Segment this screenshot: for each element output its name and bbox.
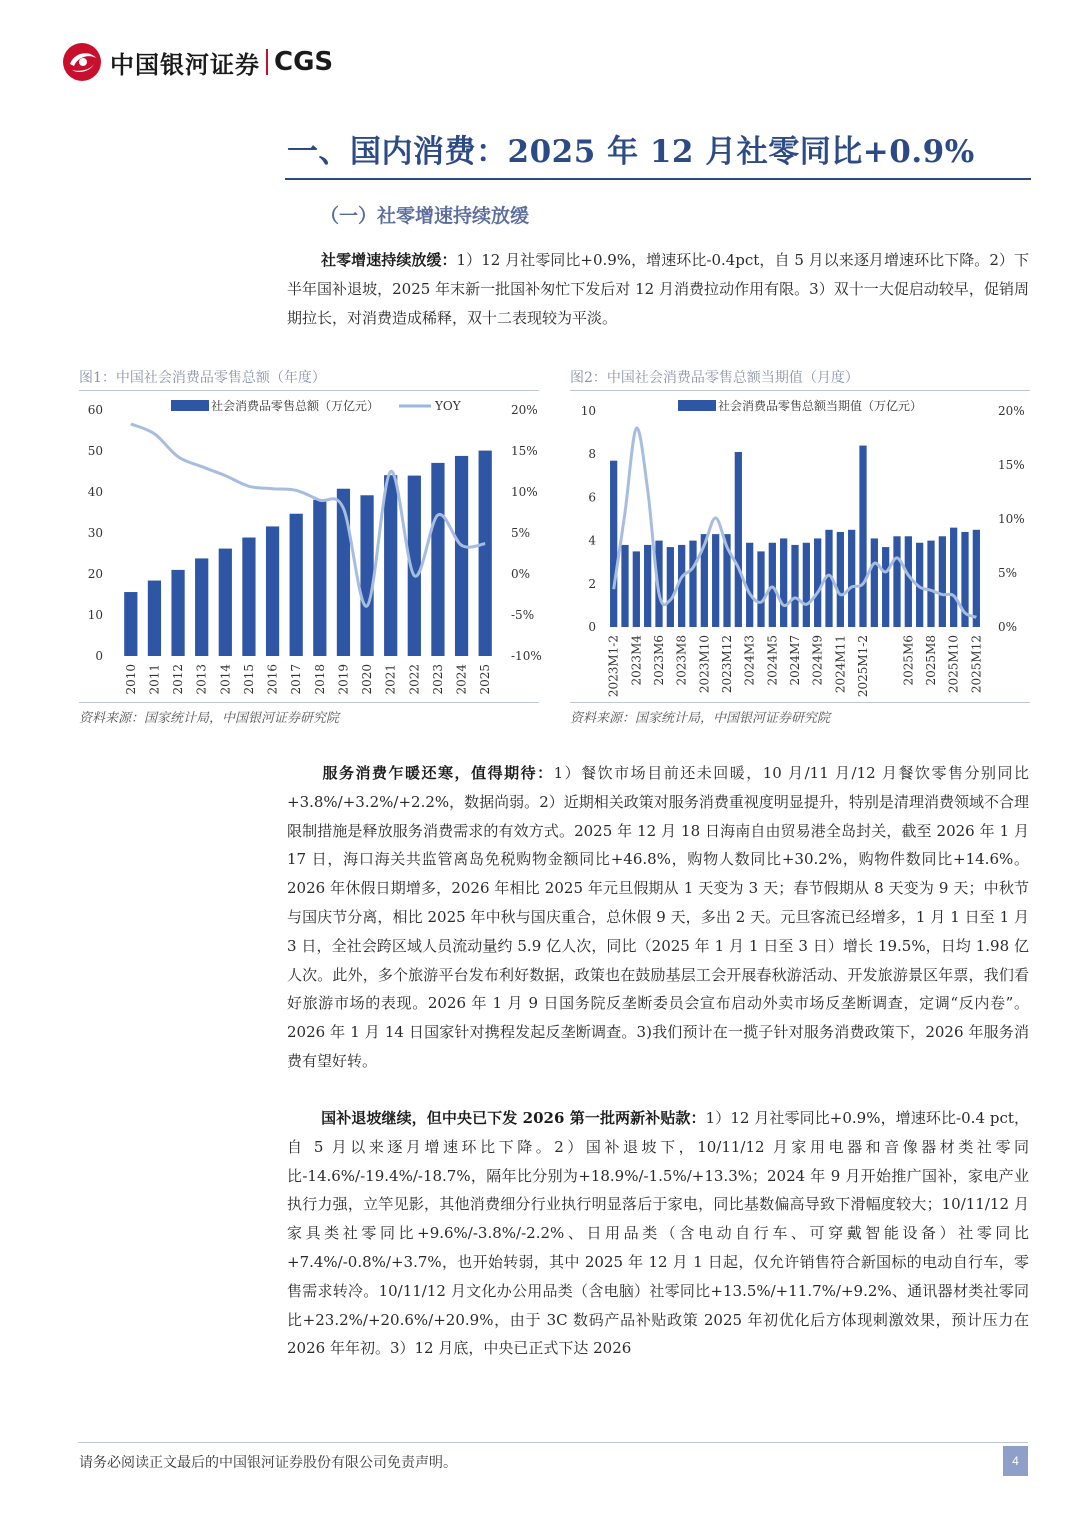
- bar: [848, 530, 855, 627]
- bar: [360, 495, 373, 656]
- x-axis-tick: 2023: [430, 664, 445, 695]
- left-axis-tick: 0: [588, 620, 596, 634]
- footer-disclaimer: 请务必阅读正文最后的中国银河证券股份有限公司免责声明。: [79, 1455, 457, 1471]
- paragraph-1-lead: 社零增速持续放缓：: [321, 251, 457, 269]
- left-axis-tick: 0: [95, 649, 103, 663]
- bar: [746, 543, 753, 627]
- bar: [633, 551, 640, 627]
- x-axis-tick: 2023M10: [697, 635, 712, 694]
- bar: [689, 541, 696, 627]
- bar: [290, 514, 303, 656]
- bar: [791, 545, 798, 627]
- left-axis-tick: 20: [87, 567, 103, 581]
- left-axis-tick: 2: [588, 576, 596, 591]
- x-axis-tick: 2010: [123, 664, 138, 695]
- x-axis-tick: 2024M7: [788, 635, 802, 686]
- right-axis-tick: -10%: [511, 649, 541, 663]
- figure-1-top-rule: [79, 390, 539, 391]
- bar: [337, 489, 350, 656]
- bar: [905, 536, 912, 627]
- footer-rule: [78, 1442, 1028, 1443]
- x-axis-tick: 2024M9: [810, 635, 825, 686]
- bar: [148, 581, 161, 656]
- figure-2-chart: [570, 392, 1032, 698]
- paragraph-3-text: 1）12 月社零同比+0.9%，增速环比-0.4 pct，自 5 月以来逐月增速环比下降。2）国补退坡下，10/11/12 月家用电器和音像器材类社零同比-14.6%/-19.4%/-18.7%，隔年比分别为+18.9%/-1.5%/+13.3%；2024 年 9 月开始推广国补，家电产业执行力强，立竿见影，其他消费细分行业执行明显落后于家电，同比基数偏高导致下滑幅度较大；10/11/12 月家具类社零同比+9.6%/-3.8%/-2.2%、日用品类（含电动自行车、可穿戴智能设备）社零同比+7.4%/-0.8%/+3.7%，也开始转弱，其中 2025 年 12 月 1 日起，仅允许销售符合新国标的电动自行车，零售需求转冷。10/11/12 月文化办公用品类（含电脑）社零同比+13.5%/+11.7%/+9.2%、通讯器材类社零同比+23.2%/+20.6%/+20.9%，由于 3C 数码产品补贴政策 2025 年初优化后方体现刺激效果，预计压力在 2026 年年初。3）12 月底，中央已正式下达 2026: [287, 1109, 1029, 1358]
- bar: [313, 500, 326, 656]
- paragraph-2-lead: 服务消费乍暖还寒，值得期待：: [321, 764, 554, 782]
- figure-2-bottom-rule: [570, 702, 1030, 703]
- bar: [712, 534, 719, 627]
- x-axis-tick: 2021: [383, 664, 398, 695]
- figure-2-svg: [570, 392, 1032, 698]
- left-axis-tick: 60: [87, 403, 103, 417]
- right-axis-tick: -5%: [511, 608, 535, 622]
- paragraph-3: [287, 1104, 1029, 1363]
- bar: [621, 545, 628, 627]
- right-axis-tick: 20%: [511, 403, 538, 417]
- bar: [927, 541, 934, 627]
- bar: [893, 536, 900, 627]
- bar: [195, 558, 208, 656]
- left-axis-tick: 30: [87, 526, 103, 540]
- figure-2-top-rule: [570, 390, 1030, 391]
- x-axis-tick: 2020: [360, 664, 375, 695]
- x-axis-tick: 2023M4: [629, 635, 644, 686]
- bar: [882, 547, 889, 627]
- figure-1-title: 图1：中国社会消费品零售总额（年度）: [79, 370, 326, 386]
- section-title-rule: [285, 178, 1031, 180]
- x-axis-tick: 2022: [407, 664, 422, 695]
- legend-bar-swatch: [678, 400, 716, 411]
- page-number: 4: [1003, 1446, 1028, 1476]
- bar: [871, 538, 878, 627]
- x-axis-tick: 2025M8: [924, 635, 938, 686]
- bar: [384, 475, 397, 656]
- figure-2-title: 图2：中国社会消费品零售总额当期值（月度）: [570, 370, 859, 386]
- x-axis-tick: 2024M3: [742, 635, 757, 686]
- paragraph-3-lead: 国补退坡继续，但中央已下发 2026 第一批两新补贴款：: [321, 1109, 706, 1127]
- figure-1-source: 资料来源：国家统计局，中国银河证券研究院: [79, 711, 340, 726]
- bar: [814, 538, 821, 627]
- x-axis-tick: 2024M11: [833, 635, 848, 694]
- right-axis-tick: 5%: [998, 566, 1018, 580]
- x-axis-tick: 2025: [478, 664, 493, 695]
- bar: [757, 551, 764, 627]
- x-axis-tick: 2023M1-2: [606, 635, 621, 698]
- legend-bar-swatch: [171, 400, 209, 411]
- left-axis-tick: 4: [588, 533, 596, 548]
- right-axis-tick: 0%: [998, 620, 1018, 634]
- right-axis-tick: 5%: [511, 526, 531, 540]
- company-name: 中国银河证券: [110, 50, 260, 79]
- left-axis-tick: 50: [87, 444, 103, 458]
- paragraph-1-text: 1）12 月社零同比+0.9%，增速环比-0.4pct，自 5 月以来逐月增速环比下降。2）下半年国补退坡，2025 年末新一批国补匆忙下发后对 12 月消费拉动作用有限。3）双十一大促启动较早，促销周期拉长，对消费造成稀释，双十二表现较为平淡。: [287, 251, 1029, 327]
- right-axis-tick: 15%: [511, 444, 538, 458]
- right-axis-tick: 10%: [511, 485, 538, 499]
- left-axis-tick: 40: [87, 485, 103, 499]
- legend-line-label: YOY: [435, 399, 461, 413]
- figure-2-legend: [678, 398, 922, 413]
- bar: [171, 570, 184, 656]
- figure-1-chart: [79, 392, 541, 698]
- bar: [610, 461, 617, 627]
- right-axis-tick: 0%: [511, 567, 531, 581]
- section-title: 一、国内消费：2025 年 12 月社零同比+0.9%: [287, 134, 975, 170]
- bar: [667, 547, 674, 627]
- bar: [431, 463, 444, 656]
- x-axis-tick: 2025M10: [946, 635, 961, 694]
- bar: [219, 549, 232, 656]
- logo-divider: [266, 49, 268, 75]
- paragraph-2: [287, 759, 1029, 1076]
- left-axis-tick: 10: [580, 404, 596, 418]
- bar: [735, 452, 742, 627]
- left-axis-tick: 8: [588, 447, 596, 462]
- paragraph-2-text: 1）餐饮市场目前还未回暖，10 月/11 月/12 月餐饮零售分别同比+3.8%/+3.2%/+2.2%，数据尚弱。2）近期相关政策对服务消费重视度明显提升，特别是清理消费领域不合理限制措施是释放服务消费需求的有效方式。2025 年 12 月 18 日海南自由贸易港全岛封关，截至 2026 年 1 月 17 日，海口海关共监管离岛免税购物金额同比+46.8%，购物人数同比+30.2%，购物件数同比+14.6%。2026 年休假日期增多，2026 年相比 2025 年元旦假期从 1 天变为 3 天；春节假期从 8 天变为 9 天；中秋节与国庆节分离，相比 2025 年中秋与国庆重合，总休假 9 天，多出 2 天。元旦客流已经增多，1 月 1 日至 1 月 3 日，全社会跨区域人员流动量约 5.9 亿人次，同比（2025 年 1 月 1 日至 3 日）增长 19.5%，日均 1.98 亿人次。此外，多个旅游平台发布利好数据，政策也在鼓励基层工会开展春秋游活动、开发旅游景区年票，我们看好旅游市场的表现。2026 年 1 月 9 日国务院反垄断委员会宣布启动外卖市场反垄断调查，定调“反内卷”。2026 年 1 月 14 日国家针对携程发起反垄断调查。3)我们预计在一揽子针对服务消费政策下，2026 年服务消费有望好转。: [287, 764, 1029, 1070]
- x-axis-tick: 2019: [336, 664, 351, 695]
- left-axis-tick: 6: [588, 490, 596, 505]
- x-axis-tick: 2011: [147, 664, 162, 695]
- legend-bar-label: 社会消费品零售总额当期值（万亿元）: [718, 399, 923, 413]
- bar: [973, 530, 980, 627]
- x-axis-tick: 2024M5: [765, 635, 780, 686]
- x-axis-tick: 2025M6: [901, 635, 916, 686]
- x-axis-tick: 2014: [218, 664, 233, 695]
- bar: [242, 538, 255, 656]
- figure-2-source: 资料来源：国家统计局，中国银河证券研究院: [570, 711, 831, 726]
- x-axis-tick: 2023M8: [674, 635, 689, 686]
- right-axis-tick: 20%: [998, 404, 1025, 418]
- cgs-logo-icon: [60, 40, 104, 84]
- header: [60, 40, 333, 84]
- x-axis-tick: 2015: [241, 664, 256, 695]
- bar: [644, 545, 651, 627]
- bar: [455, 456, 468, 656]
- figure-1-bottom-rule: [79, 702, 539, 703]
- bar: [479, 451, 492, 656]
- figure-1-legend: [171, 398, 462, 413]
- x-axis-tick: 2023M12: [720, 635, 734, 694]
- subsection-title: （一）社零增速持续放缓: [320, 205, 530, 227]
- x-axis-tick: 2023M6: [652, 635, 666, 686]
- bar: [859, 446, 866, 627]
- bar: [780, 538, 787, 627]
- bar: [803, 543, 810, 627]
- bar: [769, 543, 776, 627]
- x-axis-tick: 2013: [194, 664, 209, 695]
- left-axis-tick: 10: [87, 608, 103, 622]
- x-axis-tick: 2025M1-2: [856, 635, 870, 698]
- bar: [124, 592, 137, 656]
- bar: [939, 536, 946, 627]
- figure-1-svg: [79, 392, 541, 698]
- right-axis-tick: 10%: [998, 512, 1025, 526]
- right-axis-tick: 15%: [998, 458, 1025, 472]
- x-axis-tick: 2024: [454, 664, 469, 695]
- x-axis-tick: 2016: [265, 664, 280, 695]
- legend-bar-label: 社会消费品零售总额（万亿元）: [211, 399, 380, 413]
- x-axis-tick: 2025M12: [969, 635, 984, 694]
- paragraph-1: [287, 246, 1029, 332]
- bar: [837, 532, 844, 627]
- x-axis-tick: 2018: [312, 664, 327, 695]
- brand-name: CGS: [274, 47, 334, 77]
- bar: [950, 528, 957, 627]
- x-axis-tick: 2012: [171, 664, 186, 695]
- x-axis-tick: 2017: [289, 664, 304, 695]
- bar: [266, 526, 279, 656]
